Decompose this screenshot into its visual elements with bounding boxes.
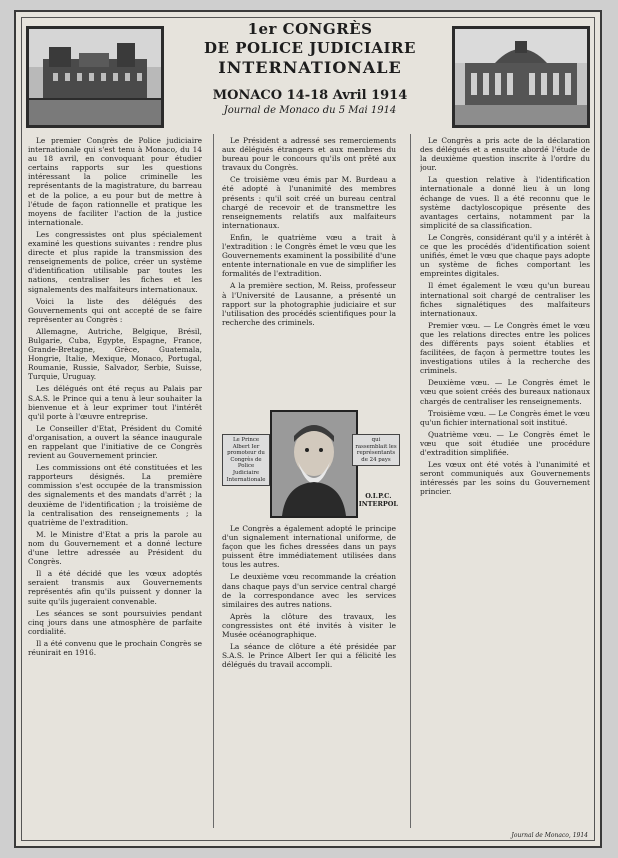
portrait-image xyxy=(272,412,356,516)
paragraph: Voici la liste des délégués des Gouvernements qui ont accepté de se faire représenter au Congrès : xyxy=(28,296,202,324)
column-divider xyxy=(410,134,411,828)
masthead xyxy=(166,20,454,116)
paragraph: A la première section, M. Reiss, professeur à l'Université de Lausanne, a présenté un rapport sur la photographie judiciaire et sur l'utilisation des procédés scientifiques pour la recherche des criminels. xyxy=(222,281,396,327)
headline-congress: 1er CONGRÈS xyxy=(247,20,373,38)
newspaper-page xyxy=(14,10,602,848)
paragraph: Il émet également le vœu qu'un bureau international soit chargé de centraliser les fiches signalétiques des malfaiteurs internationaux. xyxy=(420,281,590,318)
paragraph: Le Congrès a également adopté le principe d'un signalement international uniforme, de façon que les fiches dressées dans un pays puissent être immédiatement utilisées dans tous les autres. xyxy=(222,524,396,570)
headline-police: DE POLICE JUDICIAIRE xyxy=(204,39,416,57)
paragraph: Le Conseiller d'Etat, Président du Comité d'organisation, a ouvert la séance inaugurale en rappelant que l'initiative de ce Congrès revient au Gouvernement princier. xyxy=(28,423,202,461)
paragraph: La question relative à l'identification internationale a donné lieu à un long échange de vues. Il a été reconnu que le système dactyloscopique présente des avantages certains, notamment par la simplicité de sa classification. xyxy=(420,175,590,230)
paragraph: Deuxième vœu. — Le Congrès émet le vœu que soient créés des bureaux nationaux chargés de centraliser les renseignements. xyxy=(420,378,590,406)
caption-left: Le Prince Albert Ier promoteur du Congrès de Police Judiciaire Internationale xyxy=(222,434,270,486)
badge-line-oipc: O.I.P.C. xyxy=(365,492,392,500)
paragraph: Il a été convenu que le prochain Congrès se réunirait en 1916. xyxy=(28,638,202,657)
paragraph: Les vœux ont été votés à l'unanimité et seront communiqués aux Gouvernements intéressés par les soins du Gouvernement princier. xyxy=(420,460,590,497)
paragraph: Enfin, le quatrième vœu a trait à l'extradition : le Congrès émet le vœu que les Gouvernements examinent la possibilité d'une entente internationale en vue de simplifier les formalités de l'extradition. xyxy=(222,232,396,279)
photo-palace xyxy=(26,26,164,128)
paragraph: Il a été décidé que les vœux adoptés seraient transmis aux Gouvernements représentés afin qu'ils puissent y donner la suite qu'ils jugeraient convenable. xyxy=(28,569,202,606)
paragraph: M. le Ministre d'Etat a pris la parole au nom du Gouvernement et a donné lecture d'une lettre adressée au Président du Congrès. xyxy=(28,529,202,567)
paragraph: Les séances se sont poursuivies pendant cinq jours dans une atmosphère de parfaite cordialité. xyxy=(28,608,202,636)
paragraph: Ce troisième vœu émis par M. Burdeau a été adopté à l'unanimité des membres présents : qu'il soit créé un bureau central chargé de recevoir et de transmettre les renseignements relatifs aux malfaiteurs internationaux. xyxy=(222,175,396,230)
caption-right: qui rassemblait les représentants de 24 pays xyxy=(352,434,400,466)
paragraph: Le Congrès, considérant qu'il y a intérêt à ce que les procédés d'identification soient unifiés, émet le vœu que chaque pays adopte un système de fiches comportant les empreintes digitales. xyxy=(420,232,590,279)
paragraph: Troisième vœu. — Le Congrès émet le vœu qu'un fichier international soit institué. xyxy=(420,408,590,427)
article-column-3 xyxy=(420,136,590,828)
portrait-block xyxy=(222,410,400,518)
article-column-2-continued xyxy=(222,524,396,828)
paragraph: Allemagne, Autriche, Belgique, Brésil, Bulgarie, Cuba, Egypte, Espagne, France, Grande-Bretagne, Grèce, Guatemala, Hongrie, Italie, Mexique, Monaco, Portugal, Roumanie, Russie, Salvador, Serbie, Suisse, Turquie, Uruguay. xyxy=(28,326,202,382)
paragraph: Le premier Congrès de Police judiciaire internationale qui s'est tenu à Monaco, du 14 au 18 avril, en convoquant pour étudier certains rapports sur les questions intéressant la police criminelle les représentants de la magistrature, du barreau et de la police, a eu pour but de mettre à l'étude de façon rationnelle et pratique les moyens de faciliter l'action de la justice internationale. xyxy=(28,136,202,227)
column-divider xyxy=(213,134,214,828)
paragraph: Après la clôture des travaux, les congressistes ont été invités à visiter le Musée océanographique. xyxy=(222,611,396,640)
paragraph: Quatrième vœu. — Le Congrès émet le vœu que soit étudiée une procédure d'extradition simplifiée. xyxy=(420,429,590,457)
headline-date: MONACO 14-18 Avril 1914 xyxy=(212,88,408,103)
portrait-photo xyxy=(270,410,358,518)
paragraph: Les délégués ont été reçus au Palais par S.A.S. le Prince qui a tenu à leur souhaiter la bienvenue et à leur exprimer tout l'intérêt qu'il porte à l'œuvre entreprise. xyxy=(28,384,202,421)
paragraph: Les commissions ont été constituées et les rapporteurs désignés. La première commission s'est occupée de la transmission des signalements et des mandats d'arrêt ; la deuxième de l'identification ; la troisième de la centralisation des renseignements ; la quatrième de l'extradition. xyxy=(28,463,202,527)
paragraph: Le deuxième vœu recommande la création dans chaque pays d'un service central chargé de la correspondance avec les services similaires des autres nations. xyxy=(222,572,396,609)
paragraph: La séance de clôture a été présidée par S.A.S. le Prince Albert Ier qui a félicité les délégués du travail accompli. xyxy=(222,642,396,670)
paragraph: Les congressistes ont plus spécialement examiné les questions suivantes : rendre plus directe et plus rapide la transmission des renseignements de police, créer un système d'identification utilisable par toutes les nations, centraliser les fiches et les signalements des malfaiteurs internationaux. xyxy=(28,229,202,294)
badge-line-interpol: INTERPOL xyxy=(358,500,398,508)
interpol-badge xyxy=(359,492,398,508)
photo-building xyxy=(452,26,590,128)
article-column-2 xyxy=(222,136,396,398)
page-footer: Journal de Monaco, 1914 xyxy=(511,832,588,839)
building-image xyxy=(455,29,587,125)
palace-image xyxy=(29,29,161,125)
paragraph: Premier vœu. — Le Congrès émet le vœu que les relations directes entre les polices des différents pays soient établies et facilitées, de façon à permettre toutes les investigations utiles à la recherche des criminels. xyxy=(420,320,590,376)
article-column-1 xyxy=(28,136,202,828)
paragraph: Le Président a adressé ses remerciements aux délégués étrangers et aux membres du bureau pour le concours qu'ils ont prêté aux travaux du Congrès. xyxy=(222,136,396,173)
paragraph: Le Congrès a pris acte de la déclaration des délégués et a ensuite abordé l'étude de la deuxième question inscrite à l'ordre du jour. xyxy=(420,136,590,173)
headline-international: INTERNATIONALE xyxy=(218,58,402,77)
journal-source: Journal de Monaco du 5 Mai 1914 xyxy=(223,105,397,116)
